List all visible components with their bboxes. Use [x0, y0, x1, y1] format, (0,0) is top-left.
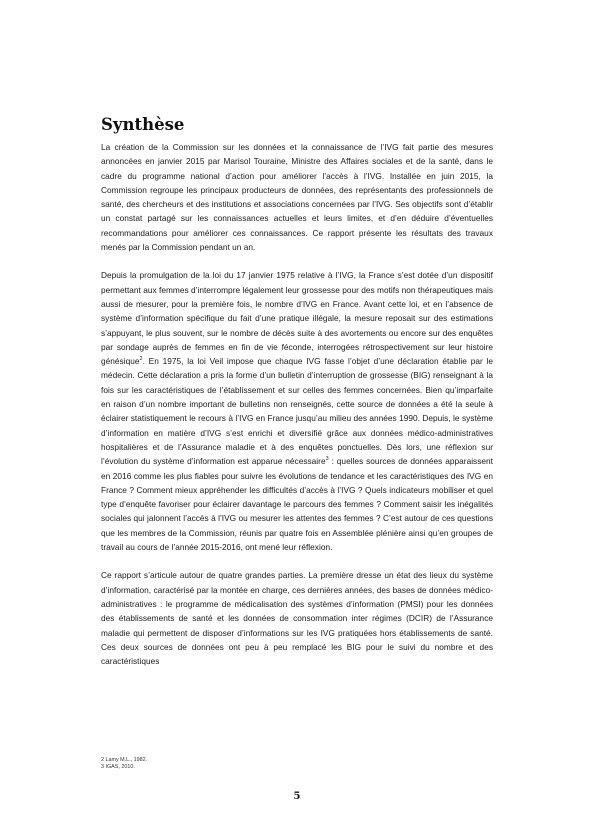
footnote-ref-3[interactable]: 3	[325, 456, 329, 463]
paragraph-history-part-1: Depuis la promulgation de la loi du 17 janvier 1975 relative à l’IVG, la France s’est dotée d’un dispositif permettant aux femmes d’interrompre légalement leur grossesse pour des motifs non thérapeutiques mais aussi de mesurer, pour la première fois, le nombre d’IVG en France. Avant cette loi, et en l’absence de système d’information spécifique du fait d’une pratique illégale, la mesure reposait sur des estimations s’appuyant, le plus souvent, sur le nombre de décès suite à des avortements ou encore sur des enquêtes par sondage auprès de femmes en fin de vie féconde, interrogées rétrospectivement sur leur histoire génésique	[101, 270, 493, 367]
paragraph-history	[101, 268, 493, 554]
footnote-2: 2 Lamy M.L., 1982.	[101, 757, 148, 763]
paragraph-history-part-2: . En 1975, la loi Veil impose que chaque IVG fasse l’objet d’une déclaration établie par le médecin. Cette déclaration a pris la forme d’un bulletin d’interruption de grossesse (BIG) renseignant à la fois sur les caractéristiques de l’établissement et sur celles des femmes concernées. Bien qu’imparfaite en raison d’un nombre important de bulletins non renseignés, cette source de données a été la seule à éclairer statistiquement le recours à l’IVG en France jusqu’au milieu des années 1990. Depuis, le système d’information en matière d’IVG s’est enrichi et diversifié grâce aux données médico-administratives hospitalières et de l’Assurance maladie et à des enquêtes ponctuelles. Dès lors, une réflexion sur l’évolution du système d’information est apparue nécessaire	[101, 356, 493, 467]
section-title: Synthèse	[101, 115, 185, 134]
page-number: 5	[293, 791, 301, 802]
paragraph-structure: Ce rapport s’articule autour de quatre grandes parties. La première dresse un état des lieux du système d’information, caractérisé par la montée en charge, ces dernières années, des bases de données médico-administratives : le programme de médicalisation des systèmes d’information (PMSI) pour les données des établissements de santé et les données de consommation inter régimes (DCIR) de l’Assurance maladie qui permettent de disposer d’informations sur les IVG pratiquées hors établissements de santé. Ces deux sources de données ont peu à peu remplacé les BIG pour le suivi du nombre et des caractéristiques	[101, 570, 493, 667]
footnote-3: 3 IGAS, 2010.	[101, 764, 135, 771]
paragraph-intro: La création de la Commission sur les données et la connaissance de l’IVG fait partie des mesures annoncées en janvier 2015 par Marisol Touraine, Ministre des Affaires sociales et de la santé, dans le cadre du programme national d’action pour améliorer l’accès à l’IVG. Installée en juin 2015, la Commission regroupe les principaux producteurs de données, des représentants des professionnels de santé, des chercheurs et des institutions et associations concernées par l’IVG. Ses objectifs sont d’établir un constat partagé sur les connaissances actuelles et leurs limites, et d’en déduire d’éventuelles recommandations pour améliorer ces connaissances. Ce rapport présente les résultats des travaux menés par la Commission pendant un an.	[101, 142, 493, 253]
body-text	[101, 140, 493, 682]
paragraph-history-part-3: : quelles sources de données apparaissent en 2016 comme les plus fiables pour suivre les évolutions de tendance et les caractéristiques des IVG en France ? Comment mieux appréhender les difficultés d’accès à l’IVG ? Quels indicateurs mobiliser et quel type d’enquête favoriser pour éclairer davantage le parcours des femmes ? Comment saisir les inégalités sociales qui jalonnent l’accès à l’IVG ou mesurer les attentes des femmes ? C’est autour de ces questions que les membres de la Commission, réunis par quatre fois en Assemblée plénière ainsi qu’en groupes de travail au cours de l’année 2015-2016, ont mené leur réflexion.	[101, 456, 493, 553]
footnote-ref-2[interactable]: 2	[139, 356, 143, 363]
footnotes	[101, 757, 401, 772]
